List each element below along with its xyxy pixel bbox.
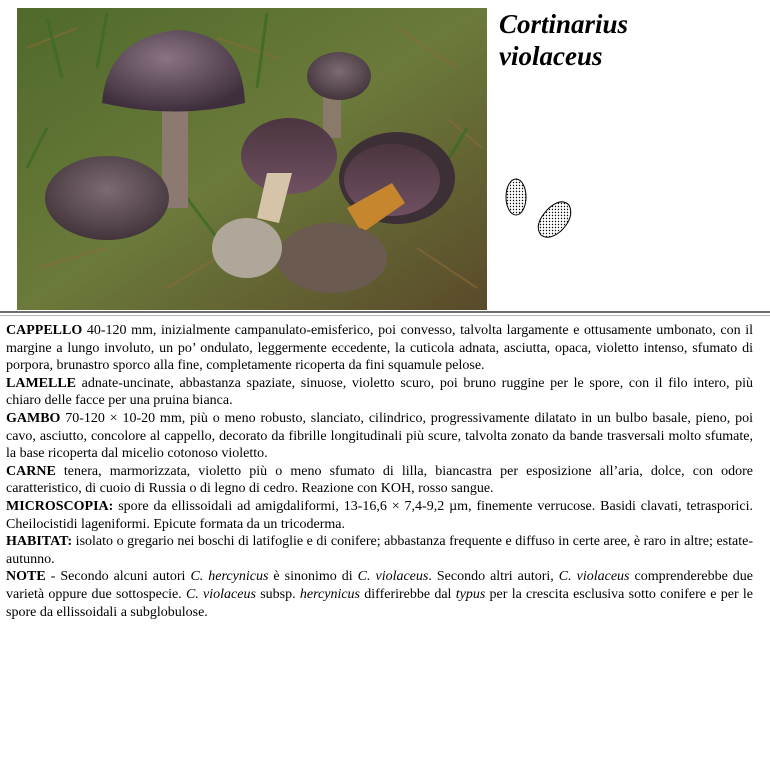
section-label: GAMBO	[6, 410, 61, 426]
section-note	[6, 568, 753, 621]
section-label: HABITAT:	[6, 534, 73, 550]
section-text: isolato o gregario nei boschi di latifoglie e di conifere; abbastanza frequente e diffuso in certe aree, è raro in altre; estate-autunno.	[6, 534, 753, 567]
note-species-name: C. hercynicus	[190, 569, 269, 585]
section-text: 70-120 × 10-20 mm, più o meno robusto, slanciato, cilindrico, progressivamente dilatato in un bulbo basale, pieno, poi cavo, asciutto, concolore al cappello, decorato da fibrille longitudinali più scure, talvolta zonato da bande trasversali molto sfumate, la base ricoperta dal micelio cotonoso violetto.	[6, 410, 753, 462]
divider-line-secondary	[0, 315, 770, 316]
note-text: - Secondo alcuni autori	[45, 569, 191, 585]
section-label: NOTE	[6, 569, 46, 585]
species-title	[499, 8, 628, 72]
section-gambo	[6, 410, 753, 463]
description-body	[6, 322, 753, 621]
note-species-name: C. violaceus	[185, 586, 256, 602]
note-species-name: hercynicus	[299, 586, 360, 602]
section-lamelle	[6, 375, 753, 410]
note-text: subsp.	[255, 586, 300, 602]
section-text: spore da ellissoidali ad amigdaliformi, 13-16,6 × 7,4-9,2 µm, finemente verrucose. Basidi clavati, tetrasporici. Cheilocistidi lageniformi. Epicute formata da un tricoderma.	[6, 498, 753, 532]
section-label: LAMELLE	[6, 375, 77, 391]
section-carne	[6, 463, 753, 498]
note-species-name: C. violaceus	[357, 569, 429, 585]
section-label: MICROSCOPIA:	[6, 498, 114, 514]
note-species-name: C. violaceus	[558, 569, 630, 585]
note-text: è sinonimo di	[268, 569, 358, 585]
section-cappello	[6, 322, 753, 375]
divider-line	[0, 311, 770, 313]
section-label: CAPPELLO	[6, 323, 83, 338]
note-text: differirebbe dal	[360, 586, 456, 602]
note-text: comprenderebbe due varietà oppure due sottospecie.	[6, 569, 753, 602]
note-text: per la crescita esclusiva sotto conifere e per le spore da ellissoidali a subglobulose.	[6, 586, 753, 620]
section-text: tenera, marmorizzata, violetto più o meno sfumato di lilla, biancastra per esposizione all’aria, dolce, con odore caratteristico, di cuoio di Russia o di legno di cedro. Reazione con KOH, rosso sangue.	[6, 463, 753, 497]
section-microscopia	[6, 498, 753, 533]
note-species-name: typus	[455, 586, 486, 602]
note-text: . Secondo altri autori,	[428, 569, 559, 585]
section-text: 40-120 mm, inizialmente campanulato-emisferico, poi convesso, talvolta largamente e ottusamente umbonato, con il margine a lungo involuto, un po’ ondulato, leggermente eccedente, la cuticola adnata, asciutta, opaca, violetto intenso, sfumato di porpora, brunastro sporco alla fine, completamente ricoperta da fini squamule pelose.	[6, 323, 753, 374]
species-title-epithet: violaceus	[499, 41, 603, 71]
section-label: CARNE	[6, 463, 56, 479]
species-title-genus: Cortinarius	[499, 9, 629, 39]
section-habitat	[6, 533, 753, 568]
section-text: adnate-uncinate, abbastanza spaziate, sinuose, violetto scuro, poi bruno ruggine per le spore, con il filo intero, più chiaro delle facce per una pruina bianca.	[6, 375, 753, 409]
spore-drawing-icon	[503, 175, 578, 250]
mushroom-photo	[17, 8, 487, 310]
